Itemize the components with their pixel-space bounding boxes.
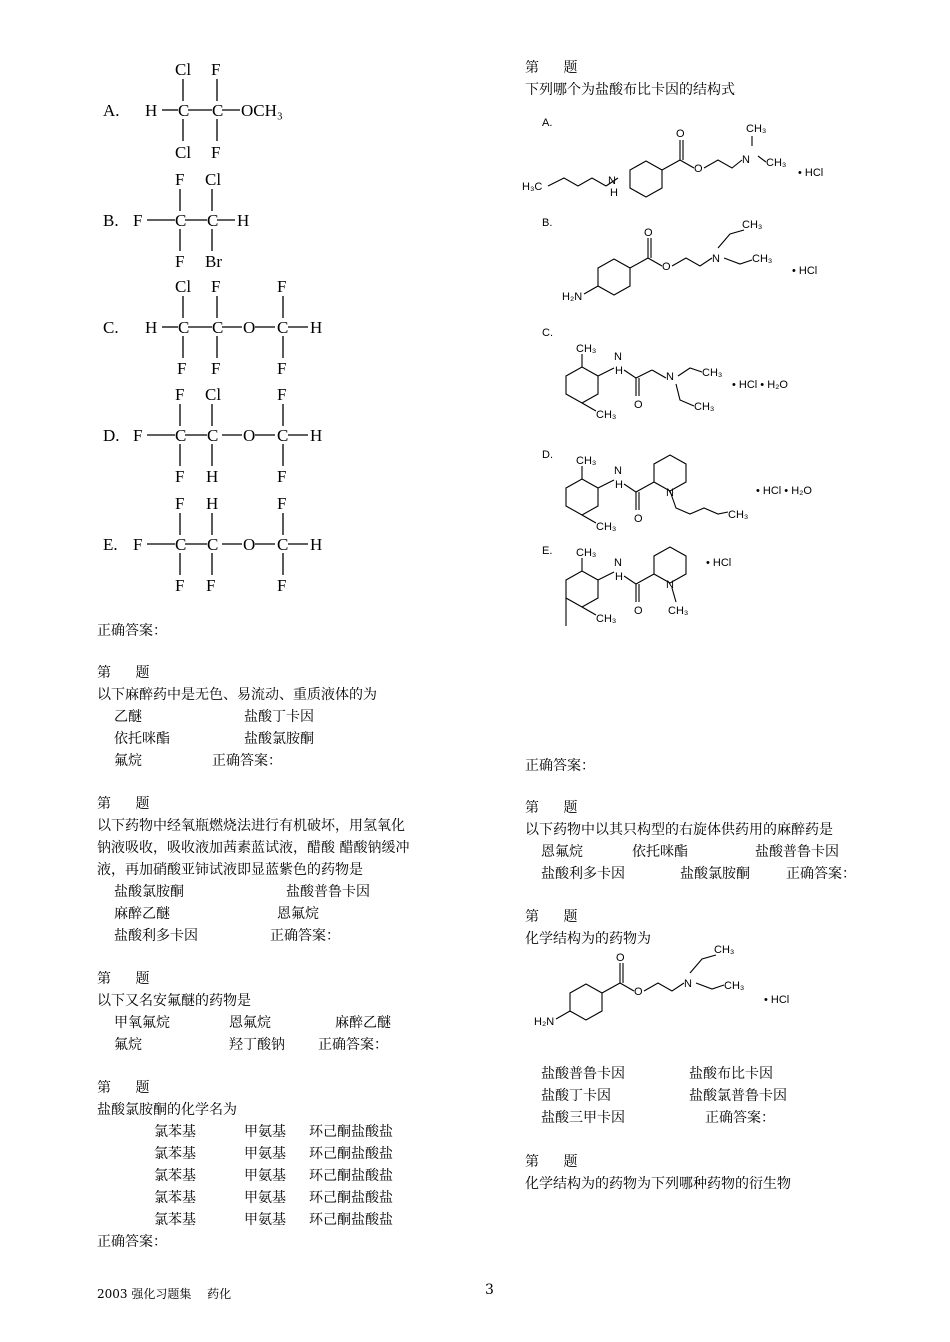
- svg-text:H: H: [615, 479, 623, 491]
- svg-text:CH₃: CH₃: [596, 409, 617, 421]
- svg-text:O: O: [634, 513, 643, 525]
- svg-text:H: H: [610, 187, 618, 199]
- svg-text:F: F: [211, 60, 221, 79]
- svg-text:F: F: [175, 494, 185, 513]
- svg-text:H: H: [310, 318, 323, 337]
- footer-book-title: 2003 强化习题集 药化: [97, 1287, 232, 1301]
- q6-number: 第 题: [525, 60, 588, 76]
- svg-text:N: N: [666, 371, 674, 383]
- option-a-label: A.: [103, 101, 120, 120]
- svg-text:C: C: [277, 318, 289, 337]
- svg-text:Cl: Cl: [205, 170, 222, 189]
- svg-text:CH₃: CH₃: [702, 367, 723, 379]
- option-d-label: D.: [103, 426, 120, 445]
- svg-text:O: O: [634, 399, 643, 411]
- svg-text:F: F: [175, 170, 185, 189]
- q5-number: 第 题: [97, 1080, 160, 1096]
- q2-option[interactable]: 乙醚: [114, 709, 142, 725]
- svg-text:H₃C: H₃C: [522, 181, 543, 193]
- q5-option-part[interactable]: 氯苯基: [154, 1212, 196, 1228]
- q2-stem: 以下麻醉药中是无色、易流动、重质液体的为: [97, 687, 377, 703]
- q3-option[interactable]: 麻醉乙醚: [114, 906, 170, 922]
- q5-option-part[interactable]: 甲氨基: [244, 1212, 286, 1228]
- svg-text:F: F: [175, 576, 185, 595]
- svg-text:O: O: [634, 986, 643, 998]
- svg-text:CH₃: CH₃: [576, 455, 597, 467]
- svg-text:H: H: [206, 494, 219, 513]
- svg-text:CH₃: CH₃: [742, 219, 763, 231]
- q5-option-part[interactable]: 环己酮盐酸盐: [309, 1124, 393, 1140]
- q5-option-part[interactable]: 甲氨基: [244, 1168, 286, 1184]
- svg-text:N: N: [666, 487, 674, 499]
- q3-stem-line1: 以下药物中经氧瓶燃烧法进行有机破坏，用氢氧化: [97, 818, 405, 834]
- svg-text:CH₃: CH₃: [576, 547, 597, 559]
- svg-text:F: F: [211, 143, 221, 162]
- svg-text:CH₃: CH₃: [596, 613, 617, 625]
- option-c-label: C.: [103, 318, 119, 337]
- svg-text:Cl: Cl: [175, 143, 192, 162]
- option-a-label: A.: [542, 117, 553, 129]
- q8-number: 第 题: [525, 909, 588, 925]
- svg-text:• HCl: • HCl: [792, 265, 818, 277]
- q8-stem: 化学结构为的药物为: [525, 931, 651, 947]
- svg-text:H₂N: H₂N: [534, 1016, 555, 1028]
- svg-text:F: F: [175, 252, 185, 271]
- svg-text:CH₃: CH₃: [714, 945, 735, 956]
- svg-text:F: F: [277, 359, 287, 378]
- q3-stem-line2: 钠液吸收，吸收液加茜素蓝试液，醋酸 醋酸钠缓冲: [97, 840, 410, 856]
- svg-text:CH₃: CH₃: [694, 401, 715, 413]
- svg-text:CH₃: CH₃: [728, 509, 749, 521]
- svg-text:CH₃: CH₃: [668, 605, 689, 617]
- svg-text:H: H: [237, 211, 250, 230]
- svg-text:C: C: [175, 426, 187, 445]
- svg-text:N: N: [614, 351, 622, 363]
- svg-text:• HCl • H₂O: • HCl • H₂O: [732, 379, 788, 391]
- svg-text:F: F: [177, 359, 187, 378]
- option-c-label: C.: [542, 327, 553, 339]
- svg-text:F: F: [211, 359, 221, 378]
- svg-text:C: C: [212, 101, 224, 120]
- q5-option-part[interactable]: 环己酮盐酸盐: [309, 1146, 393, 1162]
- svg-text:Br: Br: [205, 252, 222, 271]
- q5-option-part[interactable]: 氯苯基: [154, 1124, 196, 1140]
- q8-option[interactable]: 盐酸氯普鲁卡因: [689, 1088, 787, 1104]
- svg-text:F: F: [211, 277, 221, 296]
- q3-option[interactable]: 盐酸普鲁卡因: [286, 884, 370, 900]
- svg-text:F: F: [133, 535, 143, 554]
- q8-option[interactable]: 盐酸三甲卡因: [541, 1110, 625, 1126]
- q5-option-part[interactable]: 氯苯基: [154, 1190, 196, 1206]
- svg-text:C: C: [175, 211, 187, 230]
- q2-answer-label: 正确答案：: [212, 753, 282, 769]
- page-number: 3: [485, 1282, 494, 1298]
- svg-text:F: F: [133, 426, 143, 445]
- svg-text:F: F: [277, 385, 287, 404]
- q7-answer-label: 正确答案：: [786, 866, 856, 882]
- svg-text:C: C: [212, 318, 224, 337]
- q2-option[interactable]: 盐酸丁卡因: [244, 709, 314, 725]
- svg-text:F: F: [277, 277, 287, 296]
- q4-answer-label: 正确答案：: [318, 1037, 388, 1053]
- svg-text:C: C: [207, 426, 219, 445]
- q3-option[interactable]: 恩氟烷: [277, 906, 319, 922]
- svg-text:CH₃: CH₃: [724, 980, 745, 992]
- svg-text:O: O: [243, 426, 256, 445]
- q2-option[interactable]: 依托咪酯: [114, 731, 170, 747]
- svg-text:N: N: [684, 978, 692, 990]
- q4-option[interactable]: 羟丁酸钠: [229, 1037, 285, 1053]
- svg-text:N: N: [608, 175, 616, 187]
- q5-option-part[interactable]: 环己酮盐酸盐: [309, 1190, 393, 1206]
- q8-option[interactable]: 盐酸普鲁卡因: [541, 1066, 625, 1082]
- q2-number: 第 题: [97, 665, 160, 681]
- q6-stem: 下列哪个为盐酸布比卡因的结构式: [525, 82, 735, 98]
- svg-text:C: C: [178, 101, 190, 120]
- q3-option[interactable]: 盐酸利多卡因: [114, 928, 198, 944]
- q7-option[interactable]: 盐酸利多卡因: [541, 866, 625, 882]
- svg-text:OCH₃: OCH₃: [241, 101, 283, 120]
- q5-stem: 盐酸氯胺酮的化学名为: [97, 1102, 237, 1118]
- q3-answer-label: 正确答案：: [270, 928, 340, 944]
- svg-text:F: F: [175, 385, 185, 404]
- q5-option-part[interactable]: 环己酮盐酸盐: [309, 1212, 393, 1228]
- svg-text:O: O: [694, 163, 703, 175]
- q5-option-part[interactable]: 氯苯基: [154, 1168, 196, 1184]
- svg-text:O: O: [676, 128, 685, 140]
- svg-text:O: O: [662, 261, 671, 273]
- svg-text:CH₃: CH₃: [752, 253, 773, 265]
- q5-option-part[interactable]: 甲氨基: [244, 1190, 286, 1206]
- q7-stem: 以下药物中以其只构型的右旋体供药用的麻醉药是: [525, 822, 833, 838]
- q4-number: 第 题: [97, 971, 160, 987]
- svg-text:• HCl: • HCl: [798, 167, 824, 179]
- svg-text:N: N: [614, 465, 622, 477]
- svg-text:CH₃: CH₃: [766, 157, 787, 169]
- svg-text:F: F: [133, 211, 143, 230]
- q3-stem-line3: 液，再加硝酸亚铈试液即显蓝紫色的药物是: [97, 862, 363, 878]
- q7-option[interactable]: 依托咪酯: [632, 844, 688, 860]
- q4-stem: 以下又名安氟醚的药物是: [97, 993, 251, 1009]
- q5-option-part[interactable]: 环己酮盐酸盐: [309, 1168, 393, 1184]
- q5-answer-label: 正确答案：: [97, 1234, 167, 1250]
- q8-answer-label: 正确答案：: [705, 1110, 775, 1126]
- svg-text:O: O: [616, 952, 625, 964]
- option-d-label: D.: [542, 449, 553, 461]
- svg-text:N: N: [614, 557, 622, 569]
- svg-text:Cl: Cl: [205, 385, 222, 404]
- q8-option[interactable]: 盐酸布比卡因: [689, 1066, 773, 1082]
- svg-text:C: C: [207, 211, 219, 230]
- svg-text:C: C: [175, 535, 187, 554]
- svg-text:Cl: Cl: [175, 277, 192, 296]
- svg-text:CH₃: CH₃: [746, 123, 767, 135]
- svg-text:CH₃: CH₃: [596, 521, 617, 533]
- svg-text:F: F: [277, 494, 287, 513]
- svg-text:O: O: [243, 535, 256, 554]
- q7-option[interactable]: 盐酸氯胺酮: [680, 866, 750, 882]
- q7-option[interactable]: 恩氟烷: [541, 844, 583, 860]
- svg-text:O: O: [243, 318, 256, 337]
- q1-answer-label: 正确答案：: [97, 623, 167, 639]
- svg-text:N: N: [742, 154, 750, 166]
- q4-option[interactable]: 甲氧氟烷: [114, 1015, 170, 1031]
- svg-text:O: O: [634, 605, 643, 617]
- svg-text:H: H: [310, 426, 323, 445]
- svg-text:F: F: [277, 467, 287, 486]
- q4-option[interactable]: 麻醉乙醚: [335, 1015, 391, 1031]
- svg-text:H₂N: H₂N: [562, 291, 583, 303]
- option-e-label: E.: [542, 545, 553, 557]
- svg-text:H: H: [145, 318, 158, 337]
- svg-text:F: F: [175, 467, 185, 486]
- option-b-label: B.: [542, 217, 553, 229]
- q4-option[interactable]: 氟烷: [114, 1037, 142, 1053]
- svg-text:C: C: [277, 426, 289, 445]
- svg-text:O: O: [644, 227, 653, 239]
- q5-option-part[interactable]: 氯苯基: [154, 1146, 196, 1162]
- svg-text:H: H: [615, 571, 623, 583]
- svg-text:• HCl • H₂O: • HCl • H₂O: [756, 485, 812, 497]
- q5-option-part[interactable]: 甲氨基: [244, 1124, 286, 1140]
- q2-option[interactable]: 盐酸氯胺酮: [244, 731, 314, 747]
- q4-option[interactable]: 恩氟烷: [229, 1015, 271, 1031]
- svg-text:H: H: [206, 467, 219, 486]
- option-e-label: E.: [103, 535, 118, 554]
- option-b-label: B.: [103, 211, 119, 230]
- svg-text:• HCl: • HCl: [764, 994, 790, 1006]
- q6-answer-label: 正确答案：: [525, 758, 595, 774]
- q5-option-part[interactable]: 甲氨基: [244, 1146, 286, 1162]
- svg-text:F: F: [277, 576, 287, 595]
- svg-text:H: H: [310, 535, 323, 554]
- halogenated-structures-figure: [95, 55, 345, 600]
- q9-number: 第 题: [525, 1154, 588, 1170]
- q3-number: 第 题: [97, 796, 160, 812]
- q7-number: 第 题: [525, 800, 588, 816]
- procaine-structure-figure: [530, 945, 810, 1045]
- svg-text:Cl: Cl: [175, 60, 192, 79]
- q8-option[interactable]: 盐酸丁卡因: [541, 1088, 611, 1104]
- q7-option[interactable]: 盐酸普鲁卡因: [755, 844, 839, 860]
- q3-option[interactable]: 盐酸氯胺酮: [114, 884, 184, 900]
- svg-text:N: N: [712, 253, 720, 265]
- svg-text:C: C: [277, 535, 289, 554]
- svg-text:C: C: [178, 318, 190, 337]
- local-anesthetic-structures-figure: [520, 108, 840, 638]
- svg-text:• HCl: • HCl: [706, 557, 732, 569]
- q2-option[interactable]: 氟烷: [114, 753, 142, 769]
- svg-text:CH₃: CH₃: [576, 343, 597, 355]
- svg-text:H: H: [145, 101, 158, 120]
- q9-stem: 化学结构为的药物为下列哪种药物的衍生物: [525, 1176, 791, 1192]
- svg-text:H: H: [615, 365, 623, 377]
- svg-text:N: N: [666, 579, 674, 591]
- svg-text:F: F: [206, 576, 216, 595]
- svg-text:C: C: [207, 535, 219, 554]
